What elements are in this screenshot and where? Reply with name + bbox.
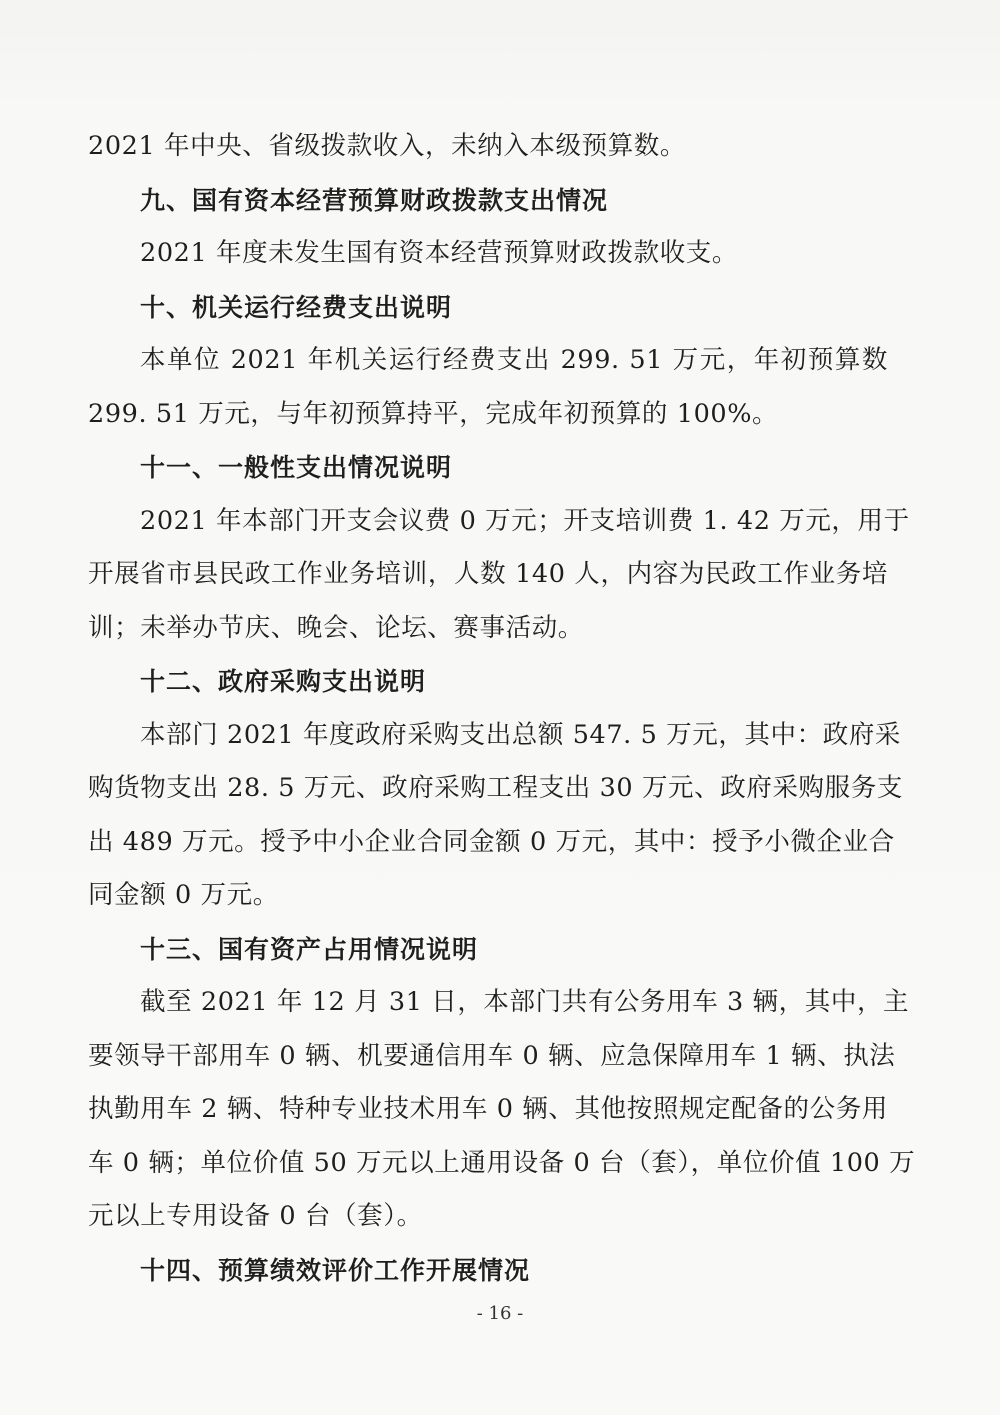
paragraph-line: 执勤用车 2 辆、特种专业技术用车 0 辆、其他按照规定配备的公务用 — [88, 1094, 888, 1124]
paragraph-line: 训；未举办节庆、晚会、论坛、赛事活动。 — [88, 612, 584, 643]
paragraph-line: 2021 年中央、省级拨款收入，未纳入本级预算数。 — [88, 131, 687, 161]
section-heading-12: 十二、政府采购支出说明 — [140, 667, 427, 696]
paragraph-line: 出 489 万元。授予中小企业合同金额 0 万元，其中：授予小微企业合 — [88, 826, 895, 857]
section-heading-14: 十四、预算绩效评价工作开展情况 — [140, 1255, 531, 1285]
paragraph-line: 购货物支出 28. 5 万元、政府采购工程支出 30 万元、政府采购服务支 — [88, 773, 903, 803]
paragraph-line: 299. 51 万元，与年初预算持平，完成年初预算的 100%。 — [88, 398, 779, 429]
paragraph-line: 截至 2021 年 12 月 31 日，本部门共有公务用车 3 辆，其中，主 — [140, 987, 910, 1017]
paragraph-line: 车 0 辆；单位价值 50 万元以上通用设备 0 台（套），单位价值 100 万 — [88, 1147, 916, 1178]
page-number: - 16 - — [476, 1303, 524, 1324]
paragraph-line: 2021 年本部门开支会议费 0 万元；开支培训费 1. 42 万元，用于 — [140, 505, 910, 536]
paragraph-line: 2021 年度未发生国有资本经营预算财政拨款收支。 — [140, 238, 739, 268]
section-heading-13: 十三、国有资产占用情况说明 — [140, 934, 479, 964]
paragraph-line: 开展省市县民政工作业务培训，人数 140 人，内容为民政工作业务培 — [88, 559, 888, 589]
section-heading-10: 十、机关运行经费支出说明 — [140, 292, 453, 322]
paragraph-line: 本单位 2021 年机关运行经费支出 299. 51 万元，年初预算数 — [140, 345, 888, 375]
paragraph-line: 同金额 0 万元。 — [88, 880, 279, 910]
document-body — [88, 120, 916, 1297]
paragraph-line: 元以上专用设备 0 台（套）。 — [88, 1201, 423, 1231]
section-heading-9: 九、国有资本经营预算财政拨款支出情况 — [140, 185, 609, 215]
paragraph-line: 本部门 2021 年度政府采购支出总额 547. 5 万元，其中：政府采 — [140, 719, 902, 750]
section-heading-11: 十一、一般性支出情况说明 — [140, 453, 453, 482]
paragraph-line: 要领导干部用车 0 辆、机要通信用车 0 辆、应急保障用车 1 辆、执法 — [88, 1040, 896, 1071]
